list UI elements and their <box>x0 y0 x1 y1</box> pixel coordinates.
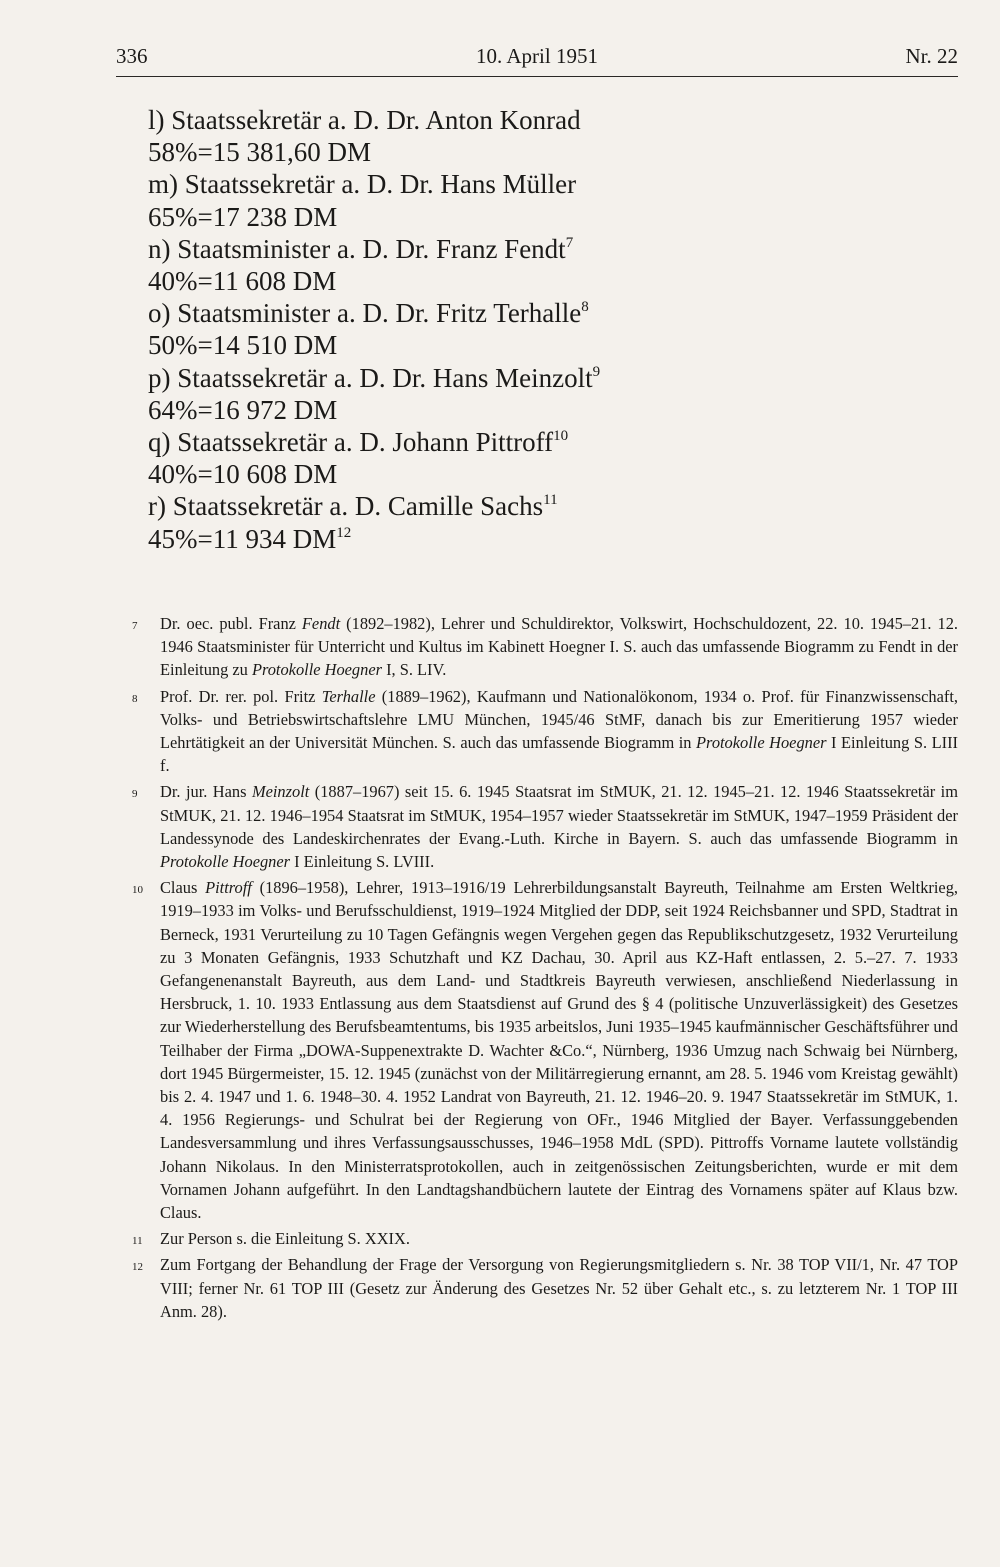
footnote <box>132 876 958 1224</box>
header-date: 10. April 1951 <box>476 44 598 68</box>
footnote-number: 9 <box>132 788 138 801</box>
header-rule <box>116 76 958 77</box>
entry-name: r) Staatssekretär a. D. Camille Sachs <box>148 491 544 522</box>
footnote-ref[interactable]: 11 <box>543 492 558 509</box>
footnote <box>132 685 958 778</box>
pension-list <box>148 104 948 555</box>
entry-name: o) Staatsminister a. D. Dr. Fritz Terhalle <box>148 298 582 329</box>
footnote-ref[interactable]: 12 <box>336 524 352 541</box>
footnote-number: 11 <box>132 1235 143 1248</box>
footnote-text: Dr. jur. Hans Meinzolt (1887–1967) seit 15. 6. 1945 Staatsrat im StMUK, 21. 12. 1945–21. 12. 1946 Staatssekretär im StMUK, 21. 12. 1946–1954 Staatsrat im StMUK, 1954–1957 wieder Staatssekretär im StMUK, 1947–1959 Präsident der Landessynode des Landeskirchenrates der Evang.-Luth. Kirche in Bayern. S. auch das umfassende Biogramm in Protokolle Hoegner I Einleitung S. LVIII. <box>160 782 958 872</box>
page-number: 336 <box>116 44 148 68</box>
footnote-number: 8 <box>132 692 138 705</box>
footnote <box>132 612 958 682</box>
footnotes <box>132 612 958 1323</box>
list-item <box>148 104 948 168</box>
footnote-ref[interactable]: 8 <box>581 299 589 316</box>
footnote-text: Zum Fortgang der Behandlung der Frage der Versorgung von Regierungsmitgliedern s. Nr. 38 TOP VII/1, Nr. 47 TOP VIII; ferner Nr. 61 TOP III (Gesetz zur Änderung des Gesetzes Nr. 52 über Gehalt etc., s. zu letzterem Nr. 1 TOP III Anm. 28). <box>160 1255 958 1321</box>
entry-name: q) Staatssekretär a. D. Johann Pittroff <box>148 427 554 458</box>
footnote-number: 7 <box>132 620 138 632</box>
list-item <box>148 233 948 297</box>
footnote-text: Claus Pittroff (1896–1958), Lehrer, 1913–1916/19 Lehrerbildungsanstalt Bayreuth, Teilnahme am Ersten Weltkrieg, 1919–1933 im Volks- und Berufsschuldienst, 1919–1924 Mitglied der DDP, seit 1924 Reichsbanner und SPD, Stadtrat in Berneck, 1931 Verurteilung zu 10 Tagen Gefängnis wegen Vergehen gegen das Republikschutzgesetz, 1932 Verurteilung zu 3 Monaten Gefängnis, 1933 Schutzhaft und KZ Dachau, 30. April aus KZ-Haft entlassen, 2. 5.–27. 7. 1933 Gefangenenanstalt Bayreuth, aus dem Land- und Stadtkreis Bayreuth verwiesen, anschließend Niederlassung in Hersbruck, 1. 10. 1933 Entlassung aus dem Staatsdienst auf Grund des § 4 (politische Unzuverlässigkeit) des Gesetzes zur Wiederherstellung des Berufsbeamtentums, bis 1935 arbeitslos, Juni 1935–1945 kaufmännischer Geschäftsführer und Teilhaber der Firma „DOWA-Suppenextrakte D. Wachter &Co.“, Nürnberg, 1936 Umzug nach Schwaig bei Nürnberg, dort 1945 Bürgermeister, 15. 12. 1945 (zunächst von der Militärregierung ernannt, am 28. 5. 1946 vom Kreistag gewählt) bis 2. 4. 1947 und 1. 6. 1948–30. 4. 1952 Landrat von Bayreuth, 21. 12. 1946–20. 9. 1947 Staatssekretär im StMUK, 1. 4. 1956 Regierungs- und Schulrat bei der Regierung von OFr., 1946 Mitglied der Bayer. Verfassunggebenden Landesversammlung und ihres Verfassungsausschusses, 1946–1958 MdL (SPD). Pittroffs Vorname lautete vollständig Johann Nikolaus. In den Ministerratsprotokollen, auch in zeitgenössischen Zeitungsberichten, wurde er mit dem Vornamen Johann aufgeführt. In den Landtagshandbüchern lautete der Eintrag des Vornamens später auf Klaus bzw. Claus. <box>160 878 958 1223</box>
footnote-ref[interactable]: 10 <box>553 428 569 445</box>
list-item <box>148 362 948 426</box>
entry-name: m) Staatssekretär a. D. Dr. Hans Müller <box>148 169 577 200</box>
entry-amount: 64%=16 972 DM <box>148 394 338 425</box>
entry-amount: 40%=10 608 DM <box>148 459 338 490</box>
footnote-text: Dr. oec. publ. Franz Fendt (1892–1982), Lehrer und Schuldirektor, Volkswirt, Hochschuldozent, 22. 10. 1945–21. 12. 1946 Staatsminister für Unterricht und Kultus im Kabinett Hoegner I. S. auch das umfassende Biogramm zu Fendt in der Einleitung zu Protokolle Hoegner I, S. LIV. <box>160 614 958 680</box>
footnote-text: Zur Person s. die Einleitung S. XXIX. <box>160 1229 410 1249</box>
footnote-text: Prof. Dr. rer. pol. Fritz Terhalle (1889–1962), Kaufmann und Nationalökonom, 1934 o. Prof. für Finanzwissenschaft, Volks- und Betriebswirtschaftslehre LMU München, 1945/46 StMF, danach bis zur Emeritierung 1957 wieder Lehrtätigkeit an der Universität München. S. auch das umfassende Biogramm in Protokolle Hoegner I Einleitung S. LIII f. <box>160 686 959 776</box>
entry-amount: 50%=14 510 DM <box>148 330 338 361</box>
entry-amount: 65%=17 238 DM <box>148 201 338 232</box>
list-item <box>148 297 948 361</box>
footnote <box>132 780 958 873</box>
entry-amount: 45%=11 934 DM <box>148 523 337 554</box>
footnote-ref[interactable]: 9 <box>592 363 601 380</box>
list-item <box>148 168 948 232</box>
footnote-number: 12 <box>132 1261 143 1274</box>
entry-amount: 58%=15 381,60 DM <box>148 137 371 168</box>
entry-name: p) Staatssekretär a. D. Dr. Hans Meinzolt <box>148 362 593 393</box>
footnote-ref[interactable]: 7 <box>565 234 574 251</box>
issue-number: Nr. 22 <box>905 44 958 68</box>
list-item <box>148 426 948 490</box>
footnote <box>132 1253 958 1323</box>
entry-name: l) Staatssekretär a. D. Dr. Anton Konrad <box>148 105 581 135</box>
entry-amount: 40%=11 608 DM <box>148 266 337 297</box>
footnote-number: 10 <box>132 884 143 897</box>
list-item <box>148 490 948 554</box>
footnote <box>132 1227 958 1250</box>
page-header <box>116 40 958 76</box>
entry-name: n) Staatsminister a. D. Dr. Franz Fendt <box>148 233 566 264</box>
